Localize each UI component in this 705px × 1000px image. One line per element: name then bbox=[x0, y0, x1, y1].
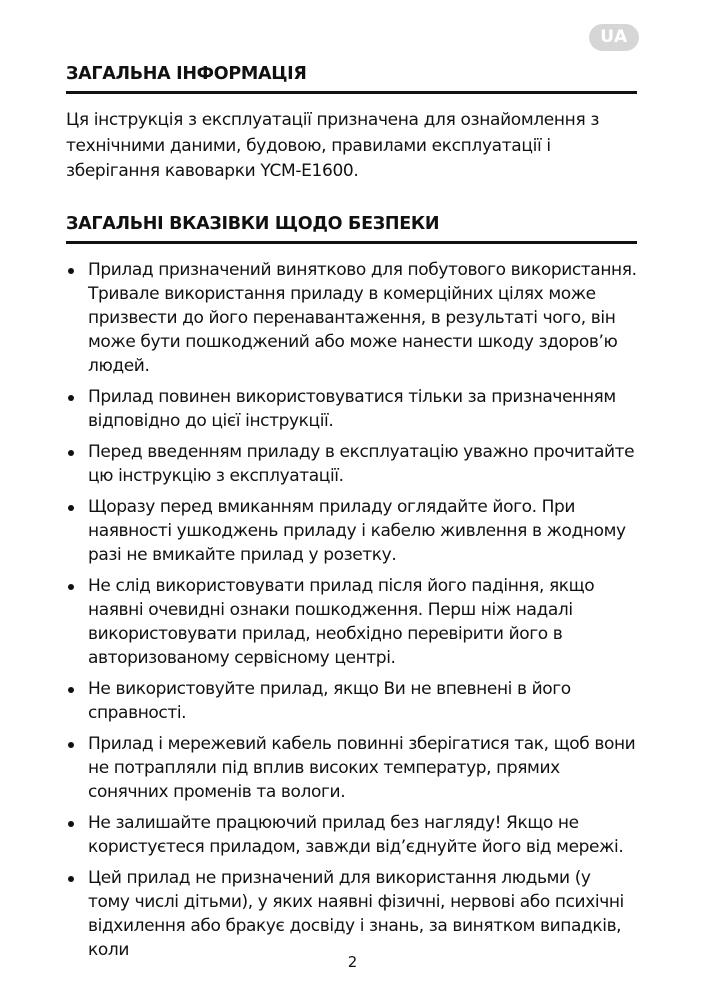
list-item: Прилад і мережевий кабель повинні зберігатися так, щоб вони не потрапляли під вплив високих температур, прямих сонячних променів та вологи. bbox=[66, 732, 637, 804]
safety-list bbox=[66, 258, 637, 962]
list-item: Не залишайте працюючий прилад без нагляду! Якщо не користуєтеся приладом, завжди від’єднуйте його від мережі. bbox=[66, 811, 637, 859]
page-number: 2 bbox=[347, 953, 358, 971]
list-item: Не слід використовувати прилад після його падіння, якщо наявні очевидні ознаки пошкодження. Перш ніж надалі використовувати прилад, необхідно перевірити його в авторизованому сервісному центрі. bbox=[66, 574, 637, 670]
list-item: Прилад повинен використовуватися тільки за призначенням відповідно до цієї інструкції. bbox=[66, 385, 637, 433]
list-item: Прилад призначений винятково для побутового використання. Тривале використання приладу в комерційних цілях може призвести до його перенавантаження, в результаті чого, він може бути пошкоджений або може нанести шкоду здоров’ю людей. bbox=[66, 258, 637, 378]
list-item: Щоразу перед вмиканням приладу оглядайте його. При наявності ушкоджень приладу і кабелю живлення в жодному разі не вмикайте прилад у розетку. bbox=[66, 495, 637, 567]
section-heading-safety: ЗАГАЛЬНІ ВКАЗІВКИ ЩОДО БЕЗПЕКИ bbox=[66, 212, 637, 244]
list-item: Цей прилад не призначений для використання людьми (у тому числі дітьми), у яких наявні фізичні, нервові або психічні відхилення або бракує досвіду і знань, за винятком випадків, коли bbox=[66, 866, 637, 962]
intro-paragraph: Ця інструкція з експлуатації призначена для ознайомлення з технічними даними, будовою, правилами експлуатації і зберігання кавоварки YCM-E1600. bbox=[66, 110, 600, 181]
section-heading-general-info: ЗАГАЛЬНА ІНФОРМАЦІЯ bbox=[66, 62, 637, 94]
language-badge: UA bbox=[589, 24, 639, 51]
list-item: Перед введенням приладу в експлуатацію уважно прочитайте цю інструкцію з експлуатації. bbox=[66, 440, 637, 488]
list-item: Не використовуйте прилад, якщо Ви не впевнені в його справності. bbox=[66, 677, 637, 725]
document-page bbox=[66, 62, 637, 969]
